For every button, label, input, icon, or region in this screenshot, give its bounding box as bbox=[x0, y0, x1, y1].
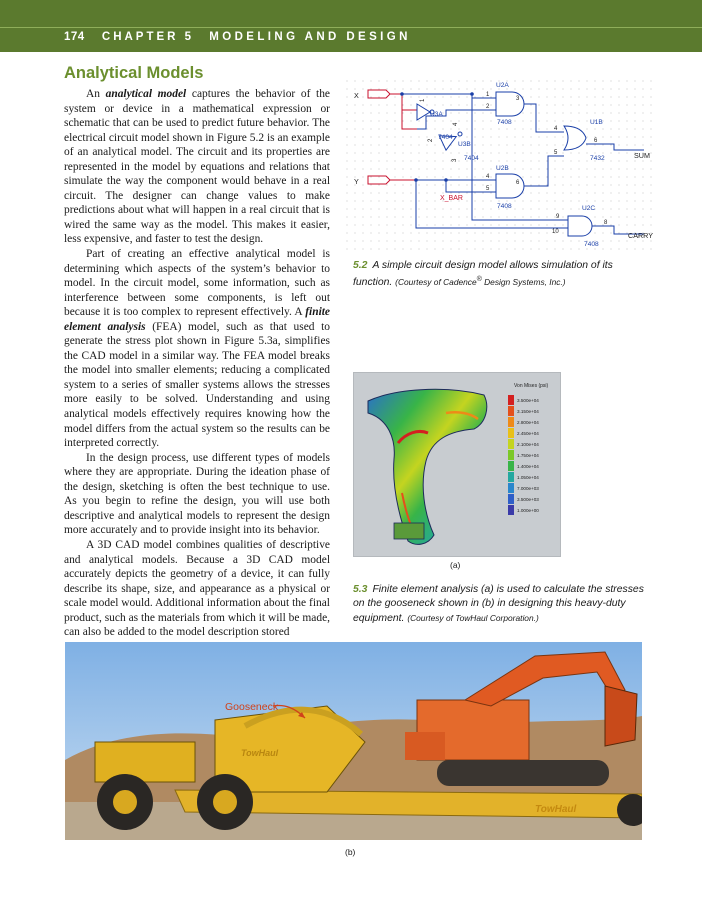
gate-name-u3b: U3B bbox=[458, 141, 471, 148]
pin-u2c-out: 8 bbox=[604, 220, 608, 226]
figure-sublabel-b: (b) bbox=[345, 847, 356, 857]
gate-part-u3a: 7404 bbox=[438, 134, 453, 141]
fea-legend-value: 2.100e+04 bbox=[517, 442, 539, 447]
fea-legend bbox=[508, 395, 539, 515]
caption-credit: (Courtesy of Cadence® Design Systems, Inc.) bbox=[395, 276, 566, 287]
circuit-input-y: Y bbox=[354, 177, 359, 186]
pin-u3a-out: 2 bbox=[428, 138, 434, 142]
paragraph-2: Part of creating an effective analytical model is determining which aspects of the system’s behavior to model. In the circuit model, some information, such as interference between some components, is left out because it is too complex to represent effectively. A finite element analysis (FEA) model, such as that used to generate the stress plot shown in Figure 5.3a, simplifies the CAD model in a similar way. The FEA model breaks the model into smaller elements; reducing a complicated system to a series of smaller systems allows the stresses more easily to be solved. Understanding and using analytical models effectively requires knowing how the model differs from the actual system so the results can be interpreted correctly. bbox=[64, 248, 330, 450]
gate-part-u1b: 7432 bbox=[590, 155, 605, 162]
fea-stress-plot bbox=[353, 372, 561, 557]
gooseneck-callout: Gooseneck bbox=[225, 701, 279, 713]
fea-legend-swatch bbox=[508, 461, 514, 471]
fea-legend-title: Von Mises (psi) bbox=[514, 383, 549, 389]
paragraph-1: An analytical model captures the behavior of the system or device in a mathematical expression or schematic that can be used to predict future behavior. The electrical circuit model shown in Figure 5.2 is an example of an analytical model. The circuit and its properties are represented in the model by equations and relations that simulate the way the component would behave in a real circuit. The designer can change values to make predictions about what will happen in a real circuit that is wired the same way as the model. This makes it easier, less expensive, and faster to test the design. bbox=[64, 88, 330, 246]
pin-u2b-b: 5 bbox=[486, 186, 490, 192]
section-title: Analytical Models bbox=[64, 64, 204, 82]
paragraph-3: In the design process, use different types of models where they are appropriate. During the ideation phase of the design, sketching is often the best technique to use. As you begin to refine the design, you will use both descriptive and analytical models to represent the design more accurately and to provide insight into its behavior. bbox=[64, 451, 330, 537]
gate-name-u3a: U3A bbox=[430, 111, 443, 118]
trailer-brand: TowHaul bbox=[535, 804, 577, 815]
pin-u3b-out: 3 bbox=[452, 158, 458, 162]
towhaul-photo bbox=[65, 642, 642, 840]
page-number: 174 bbox=[64, 31, 85, 43]
fea-legend-value: 1.000e+00 bbox=[517, 508, 539, 513]
pin-u2a-out: 3 bbox=[516, 96, 520, 102]
fea-legend-value: 7.000e+03 bbox=[517, 486, 539, 491]
body-column bbox=[64, 87, 330, 640]
gate-name-u2b: U2B bbox=[496, 165, 509, 172]
fea-legend-value: 1.400e+04 bbox=[517, 464, 539, 469]
chapter-header-bar bbox=[0, 0, 702, 52]
fea-legend-swatch bbox=[508, 406, 514, 416]
pin-u2b-out: 6 bbox=[516, 180, 520, 186]
key-term-analytical-model: analytical model bbox=[105, 88, 187, 100]
figure-number: 5.2 bbox=[353, 260, 368, 271]
gooseneck-mesh bbox=[368, 389, 487, 544]
fea-legend-swatch bbox=[508, 428, 514, 438]
gate-name-u1b: U1B bbox=[590, 119, 603, 126]
fea-legend-value: 1.050e+04 bbox=[517, 475, 539, 480]
pin-u3a-in: 1 bbox=[420, 98, 426, 102]
fea-legend-swatch bbox=[508, 483, 514, 493]
pin-u2c-b: 10 bbox=[552, 229, 559, 235]
key-term-fea: finite element analysis bbox=[64, 306, 330, 333]
circuit-schematic bbox=[346, 80, 658, 250]
figure-5-3-caption bbox=[353, 583, 653, 626]
gate-part-u2c: 7408 bbox=[584, 241, 599, 248]
gate-part-u2b: 7408 bbox=[497, 203, 512, 210]
circuit-input-x: X bbox=[354, 91, 359, 100]
chapter-title: MODELING AND DESIGN bbox=[209, 31, 411, 43]
paragraph-4: A 3D CAD model combines qualities of descriptive and analytical models. Because a 3D CAD model accurately depicts the geometry of a device, it can fully describe its shape, size, and appearance as a physical or scale model would. Additional information about the final product, such as the materials from which it will be made, can also be added to the model description stored bbox=[64, 538, 330, 639]
fea-legend-swatch bbox=[508, 472, 514, 482]
chapter-label: CHAPTER 5 bbox=[101, 31, 195, 43]
circuit-output-sum: SUM bbox=[634, 151, 650, 160]
circuit-net-label: X_BAR bbox=[440, 195, 463, 202]
fea-legend-swatch bbox=[508, 494, 514, 504]
caption-credit: (Courtesy of TowHaul Corporation.) bbox=[407, 613, 539, 623]
pin-u2a-b: 2 bbox=[486, 104, 490, 110]
pin-u3b-in: 4 bbox=[453, 122, 459, 126]
caption-text: Finite element analysis (a) is used to calculate the stresses on the gooseneck shown in (b) in designing this heavy-duty equipment. bbox=[353, 584, 644, 624]
fea-legend-swatch bbox=[508, 417, 514, 427]
fea-legend-swatch bbox=[508, 450, 514, 460]
fea-legend-value: 3.150e+04 bbox=[517, 409, 539, 414]
fea-legend-value: 2.800e+04 bbox=[517, 420, 539, 425]
gate-part-u3b: 7404 bbox=[464, 155, 479, 162]
pin-u2a-a: 1 bbox=[486, 92, 490, 98]
gate-name-u2a: U2A bbox=[496, 82, 509, 89]
figure-sublabel-a: (a) bbox=[450, 560, 461, 570]
header-rule bbox=[0, 27, 702, 28]
fea-legend-swatch bbox=[508, 395, 514, 405]
fea-legend-swatch bbox=[508, 505, 514, 515]
fea-legend-value: 1.750e+04 bbox=[517, 453, 539, 458]
running-head bbox=[64, 31, 411, 43]
caption-text: A simple circuit design model allows simulation of its function. bbox=[353, 260, 613, 288]
circuit-output-carry: CARRY bbox=[628, 231, 654, 240]
gate-name-u2c: U2C bbox=[582, 205, 596, 212]
fea-legend-swatch bbox=[508, 439, 514, 449]
figure-5-2-caption bbox=[353, 259, 653, 290]
pin-u2c-a: 9 bbox=[556, 214, 560, 220]
pin-u1b-b: 5 bbox=[554, 150, 558, 156]
truck-brand: TowHaul bbox=[241, 748, 279, 758]
fea-legend-value: 3.500e+04 bbox=[517, 398, 539, 403]
pin-u1b-out: 6 bbox=[594, 138, 598, 144]
pin-u1b-a: 4 bbox=[554, 126, 558, 132]
figure-number: 5.3 bbox=[353, 584, 368, 595]
fea-legend-value: 3.500e+03 bbox=[517, 497, 539, 502]
pin-u2b-a: 4 bbox=[486, 174, 490, 180]
fea-legend-value: 2.450e+04 bbox=[517, 431, 539, 436]
gate-part-u2a: 7408 bbox=[497, 119, 512, 126]
